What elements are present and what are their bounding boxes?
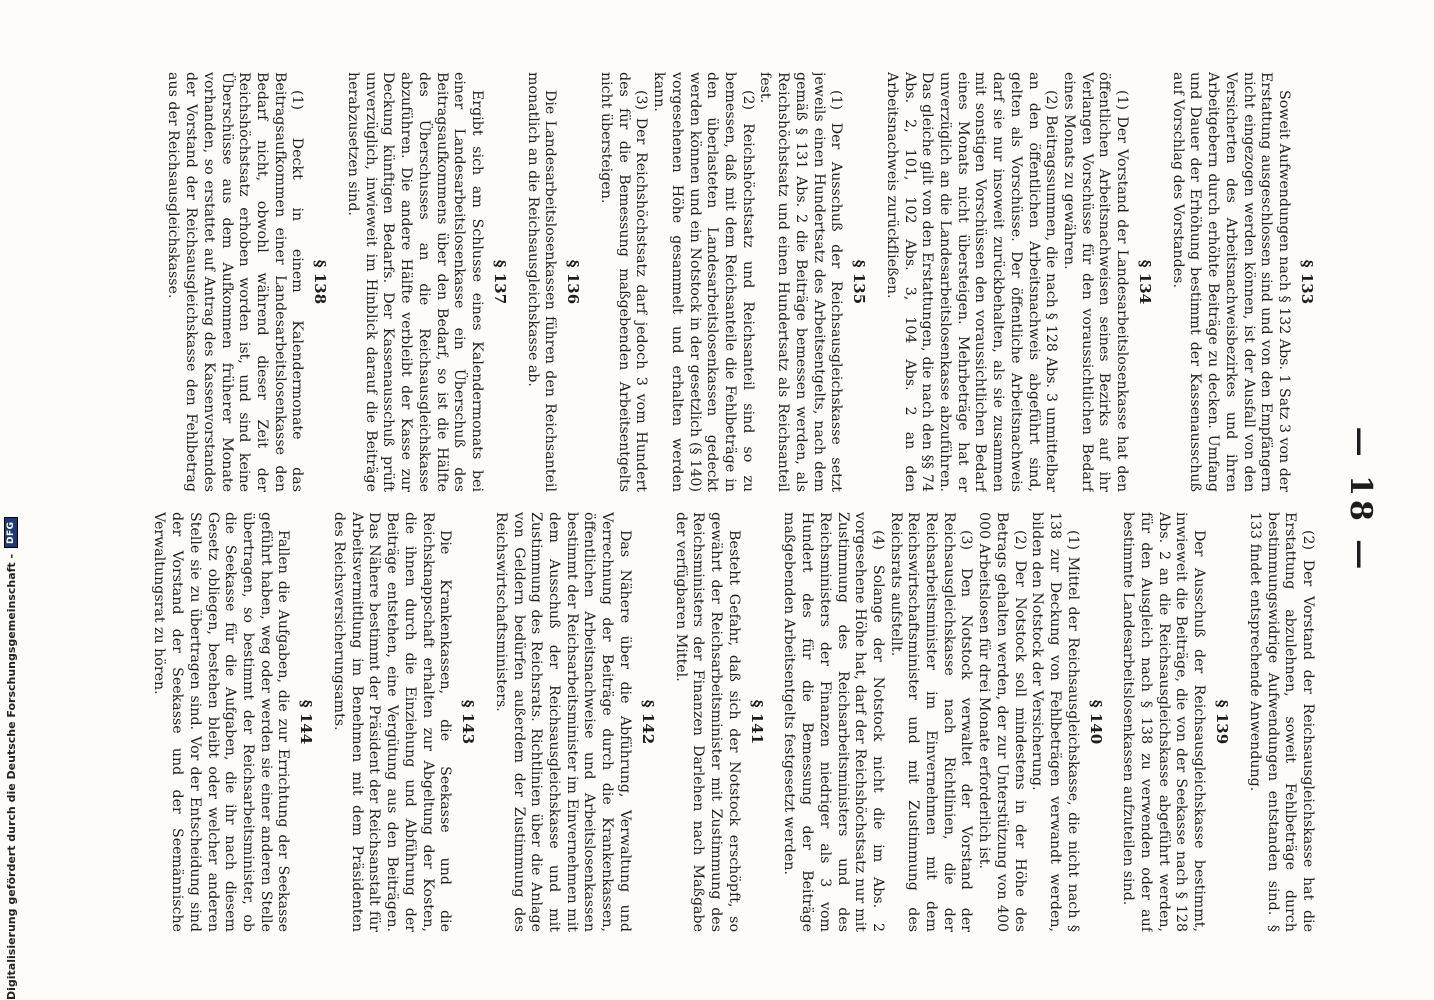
- section-heading: § 135: [850, 259, 869, 305]
- section-paragraph: (2) Der Vorstand der Reichsausgleichskasse hat die Erstattung abzulehnen, soweit Fehlbeträge durch bestimmungswidrige Aufwendungen entstanden sind. § 133 findet entsprechende Anwendung.: [1246, 512, 1316, 932]
- page-number: — 18 —: [1343, 426, 1378, 574]
- section-paragraph: (2) Beitragssummen, die nach § 128 Abs. 3 unmittelbar an den öffentlichen Arbeitsnachweis abgeführt sind, gelten als Vorschüsse. Der öffentliche Arbeitsnachweis darf sie nur insoweit zurückbehalten, als sie zusammen mit sonstigen Vorschüssen den voraussichtlichen Bedarf eines Monats nicht übersteigen. Mehrbeträge hat er unverzüglich an die Landesarbeitslosenkasse abzuführen. Das gleiche gilt von den Erstattungen, die nach den §§ 74 Abs. 2, 101, 102 Abs. 3, 104 Abs. 2 an den Arbeitsnachweis zurückfließen.: [883, 72, 1060, 492]
- section-heading: § 133: [1298, 259, 1316, 305]
- right-column: [101, 512, 1316, 932]
- section-heading: § 144: [297, 699, 316, 745]
- section-heading: § 137: [490, 259, 509, 305]
- section-paragraph: (4) Solange der Notstock nicht die im Abs. 2 vorgesehene Höhe hat, darf der Reichshöchstsatz nur mit Zustimmung des Reichsarbeitsministers und des Reichsministers der Finanzen niedriger als 3 vom Hundert des für die Bemessung der Beiträge maßgebenden Arbeitsentgelts festgesetzt werden.: [781, 512, 886, 932]
- section-paragraph: Die Landesarbeitslosenkassen führen den Reichsanteil monatlich an die Reichsausgleichskasse ab.: [524, 72, 559, 492]
- section-paragraph: Fallen die Aufgaben, die zur Errichtung der Seekasse geführt haben, weg oder werden sie einer anderen Stelle übertragen, so bestimmt der Reichsarbeitsminister, ob die Seekasse für die Aufgaben, die ihr nach diesem Gesetz obliegen, bestehen bleibt oder welcher anderen Stelle sie zu übertragen sind. Vor der Entscheidung sind der Vorstand der Seekasse und der Seemännische Verwaltungsrat zu hören.: [151, 512, 292, 932]
- section-paragraph: (3) Der Reichshöchstsatz darf jedoch 3 vom Hundert des für die Bemessung maßgebenden Arbeitsentgelts nicht übersteigen.: [598, 72, 650, 492]
- section-paragraph: (3) Den Notstock verwaltet der Vorstand der Reichsausgleichskasse nach Richtlinien, die der Reichsarbeitsminister im Einvernehmen mit dem Reichswirtschaftsminister und mit Zustimmung des Reichsrats aufstellt.: [887, 512, 975, 932]
- section-paragraph: Das Nähere über die Abführung, Verwaltung und Verrechnung der Beiträge durch die Krankenkassen, öffentlichen Arbeitsnachweise und Arbeitslosenkassen bestimmt der Reichsarbeitsminister im Einvernehmen mit dem Ausschuß der Reichsausgleichskasse und mit Zustimmung des Reichsrats. Richtlinien über die Anlage von Geldern bedürfen außerdem der Zustimmung des Reichswirtschaftsministers.: [492, 512, 633, 932]
- section-paragraph: (1) Mittel der Reichsausgleichskasse, die nicht nach § 138 zur Deckung von Fehlbeträgen verwandt werden, bilden den Notstock der Versicherung.: [1029, 512, 1081, 932]
- section-heading: § 139: [1213, 699, 1232, 745]
- section-heading: § 134: [1136, 259, 1155, 305]
- section-paragraph: Soweit Aufwendungen nach § 132 Abs. 1 Satz 3 von der Erstattung ausgeschlossen sind und von den Empfängern nicht eingezogen werden können, ist der Ausfall von den Versicherten des Arbeitsnachweisbezirkes und ihren Arbeitgebern durch erhöhte Beiträge zu decken. Umfang und Dauer der Erhöhung bestimmt der Kassenausschuß auf Vorschlag des Vorstandes.: [1169, 72, 1292, 492]
- section-paragraph: (2) Reichshöchstsatz und Reichsanteil sind so zu bemessen, daß mit dem Reichsanteile die Fehlbeträge in den überlasteten Landesarbeitslosenkassen gedeckt werden können und ein Notstock in der gesetzlich (§ 140) vorgesehenen Höhe gesammelt und erhalten werden kann.: [651, 72, 756, 492]
- section-paragraph: Ergibt sich am Schlusse eines Kalendermonats bei einer Landesarbeitslosenkasse ein Überschuß des Beitragsaufkommens über den Bedarf, so ist die Hälfte des Überschusses an die Reichsausgleichskasse abzuführen. Die andere Hälfte verbleibt der Kasse zur Deckung künftigen Bedarfs. Der Kassenausschuß prüft unverzüglich, inwieweit im Hinblick darauf die Beiträge herabzusetzen sind.: [345, 72, 485, 492]
- section-paragraph: Der Ausschuß der Reichsausgleichskasse bestimmt, inwieweit die Beiträge, die von der Seekasse nach § 128 Abs. 2 an die Reichsausgleichskasse abgeführt werden, für den Ausgleich nach § 138 zu verwenden oder auf bestimmte Landesarbeitslosenkassen aufzuteilen sind.: [1120, 512, 1208, 932]
- section-heading: § 142: [638, 699, 657, 745]
- section-paragraph: (1) Der Ausschuß der Reichsausgleichskasse setzt jeweils einen Hundertsatz des Arbeitsentgelts, nach dem gemäß § 131 Abs. 2 die Beiträge bemessen werden, als Reichshöchstsatz und einen Hundertsatz als Reichsanteil fest.: [757, 72, 845, 492]
- digitization-footer: [2, 0, 20, 1000]
- footer-text: Digitalisierung gefördert durch die Deutsche Forschungsgemeinschaft -: [4, 553, 18, 1000]
- section-heading: § 141: [747, 699, 766, 745]
- section-heading: § 140: [1086, 699, 1105, 745]
- section-paragraph: Besteht Gefahr, daß sich der Notstock erschöpft, so gewährt der Reichsarbeitsminister mit Zustimmung des Reichsministers der Finanzen Darlehen nach Maßgabe der verfügbaren Mittel.: [672, 512, 742, 932]
- section-heading: § 138: [311, 259, 330, 305]
- section-paragraph: (1) Deckt in einem Kalendermonate das Beitragsaufkommen einer Landesarbeitslosenkasse den Bedarf nicht, obwohl während dieser Zeit der Reichshöchstsatz erhoben worden ist, und sind keine Überschüsse aus dem Aufkommen früherer Monate vorhanden, so erstattet auf Antrag des Kassenvorstandes der Vorstand der Reichsausgleichskasse den Fehlbetrag aus der Reichsausgleichskasse.: [165, 72, 306, 492]
- section-paragraph: Die Krankenkassen, die Seekasse und die Reichsknappschaft erhalten zur Abgeltung der Kosten, die ihnen durch die Einziehung und Abführung der Beiträge entstehen, eine Vergütung aus den Beiträgen. Das Nähere bestimmt der Präsident der Reichsanstalt für Arbeitsvermittlung im Benehmen mit dem Präsidenten des Reichsversicherungsamts.: [331, 512, 454, 932]
- section-heading: § 143: [459, 699, 478, 745]
- section-paragraph: (2) Der Notstock soll mindestens in der Höhe des Betrags gehalten werden, der zur Unterstützung von 400 000 Arbeitslosen für drei Monate erforderlich ist.: [976, 512, 1028, 932]
- section-heading: § 136: [564, 259, 583, 305]
- left-column: [101, 72, 1316, 492]
- section-paragraph: (1) Der Vorstand der Landesarbeitslosenkasse hat den öffentlichen Arbeitsnachweisen seines Bezirks auf ihr Verlangen Vorschüsse für den voraussichtlichen Bedarf eines Monats zu gewähren.: [1060, 72, 1131, 492]
- dfg-logo: DFG: [4, 517, 18, 548]
